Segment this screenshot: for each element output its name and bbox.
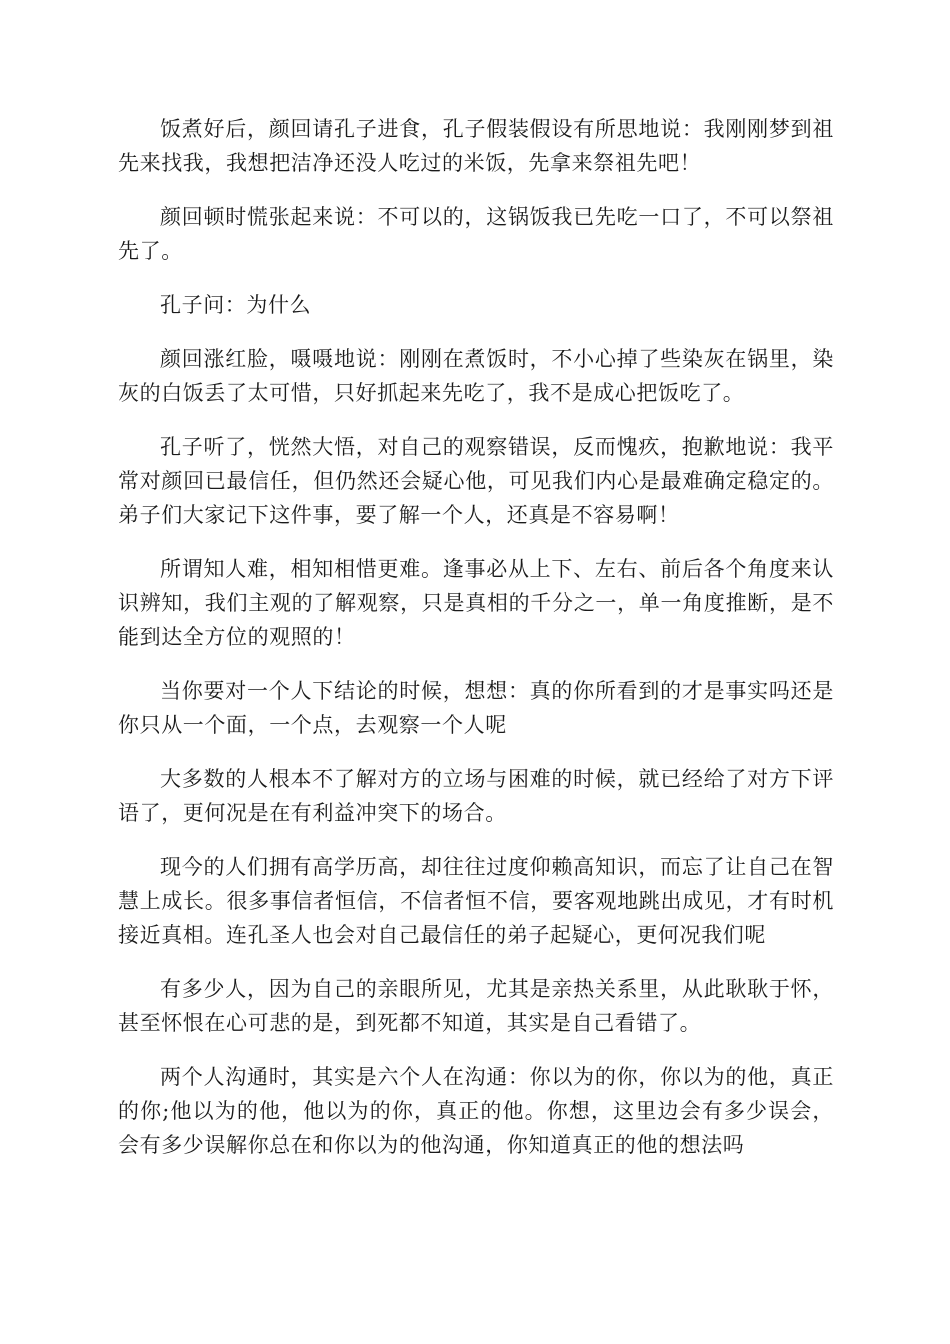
paragraph-4: 颜回涨红脸，嗫嗫地说：刚刚在煮饭时，不小心掉了些染灰在锅里，染灰的白饭丢了太可惜，只好抓起来先吃了，我不是成心把饭吃了。 bbox=[118, 347, 834, 405]
paragraph-9: 现今的人们拥有高学历高，却往往过度仰赖高知识，而忘了让自己在智慧上成长。很多事信者恒信，不信者恒不信，要客观地跳出成见，才有时机接近真相。连孔圣人也会对自己最信任的弟子起疑心，更何况我们呢 bbox=[118, 855, 834, 947]
paragraph-2: 颜回顿时慌张起来说：不可以的，这锅饭我已先吃一口了，不可以祭祖先了。 bbox=[118, 205, 834, 263]
paragraph-7: 当你要对一个人下结论的时候，想想：真的你所看到的才是事实吗还是你只从一个面，一个点，去观察一个人呢 bbox=[118, 679, 834, 737]
paragraph-3: 孔子问：为什么 bbox=[160, 293, 312, 317]
paragraph-1: 饭煮好后，颜回请孔子进食，孔子假装假设有所思地说：我刚刚梦到祖先来找我，我想把洁净还没人吃过的米饭，先拿来祭祖先吧！ bbox=[118, 117, 834, 175]
document-body bbox=[118, 112, 834, 1182]
paragraph-8: 大多数的人根本不了解对方的立场与困难的时候，就已经给了对方下评语了，更何况是在有利益冲突下的场合。 bbox=[118, 767, 834, 825]
paragraph-11: 两个人沟通时，其实是六个人在沟通：你以为的你，你以为的他，真正的你;他以为的他，他以为的你，真正的他。你想，这里边会有多少误会，会有多少误解你总在和你以为的他沟通，你知道真正的他的想法吗 bbox=[118, 1065, 834, 1157]
paragraph-10: 有多少人，因为自己的亲眼所见，尤其是亲热关系里，从此耿耿于怀，甚至怀恨在心可悲的是，到死都不知道，其实是自己看错了。 bbox=[118, 977, 834, 1035]
paragraph-6: 所谓知人难，相知相惜更难。逢事必从上下、左右、前后各个角度来认识辨知，我们主观的了解观察，只是真相的千分之一，单一角度推断，是不能到达全方位的观照的！ bbox=[118, 557, 834, 649]
paragraph-5: 孔子听了，恍然大悟，对自己的观察错误，反而愧疚，抱歉地说：我平常对颜回已最信任，但仍然还会疑心他，可见我们内心是最难确定稳定的。弟子们大家记下这件事，要了解一个人，还真是不容易啊！ bbox=[118, 435, 834, 527]
